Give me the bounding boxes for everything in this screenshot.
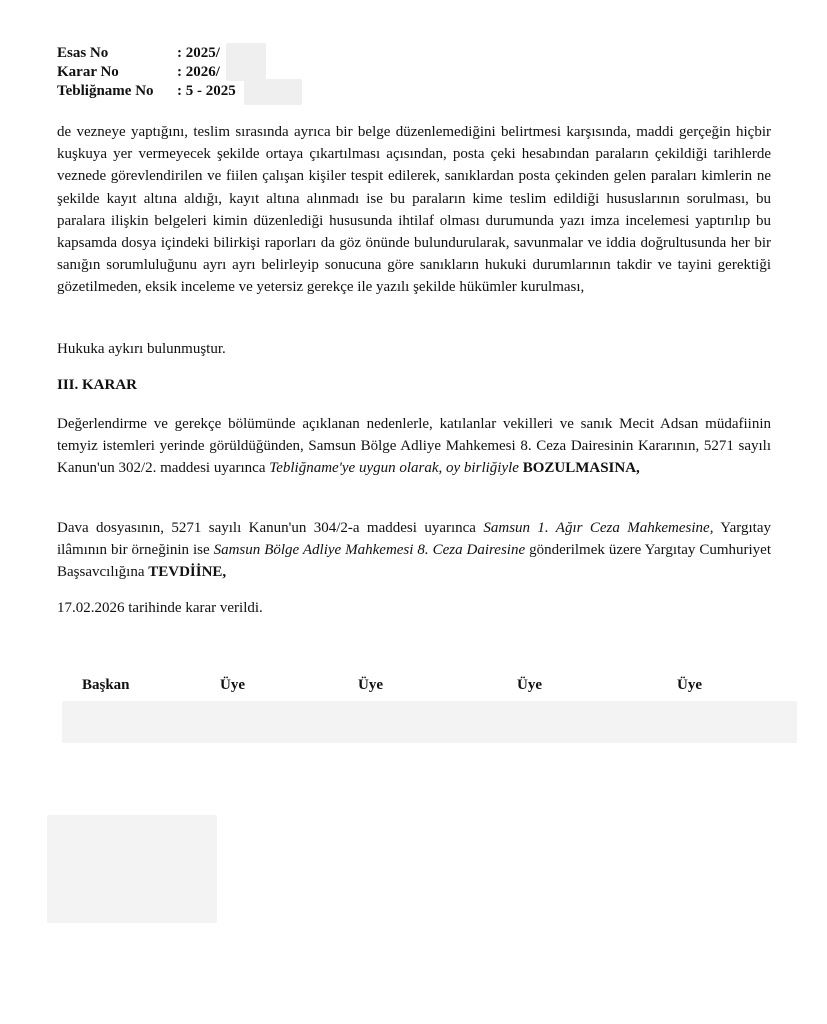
esas-no-label: Esas No: [57, 45, 109, 61]
redaction-stamp: [47, 815, 217, 923]
redaction-teblig: [244, 79, 302, 105]
decision-p1-text: Değerlendirme ve gerekçe bölümünde açıklanan nedenlerle, katılanlar vekilleri ve sanık Mecit Adsan müdafiinin temyiz istemleri yerinde görüldüğünden, Samsun Bölge Adliye Mahkemesi 8. Ceza Dairesinin Kararının, 5271 sayılı Kanun'un 302/2. maddesi uyarınca: [57, 416, 771, 477]
decision-p1-italic: Tebliğname'ye uygun olarak, oy birliğiyle: [269, 460, 519, 477]
karar-no-label: Karar No: [57, 64, 119, 80]
reasoning-paragraph: de vezneye yaptığını, teslim sırasında ayrıca bir belge düzenlemediğini belirtmesi karşısında, maddi gerçeğin hiçbir kuşkuya yer vermeyecek şekilde ortaya çıkartılması açısından, posta çeki hesabından paraların çekildiği tarihlerde veznede görevlendirilen ve fiilen çalışan kişiler tespit edilerek, sanıklardan posta çekinden gelen paraları kimlerin ne şekilde kayıt altına aldığı, kayıt altına alınmadı ise bu paraların kime teslim edildiği hususlarının sorulması, bu paralara ilişkin belgeleri kimin düzenlediği hususunda ihtilaf olması durumunda yazı imza incelemesi yaptırılıp bu kapsamda dosya içindeki bilirkişi raporları da göz önünde bulundurularak, savunmalar ve iddia doğrultusunda her bir sanığın sorumluluğunu ayrı ayrı belirleyip sonucuna göre sanıkların hukuki durumlarının takdir ve tayini gerektiği gözetilmeden, eksik inceleme ve yetersiz gerekçe ile yazılı şekilde hükümler kurulması,: [57, 124, 771, 296]
decision-paragraph-1: [57, 413, 771, 480]
tebligname-no-label: Tebliğname No: [57, 83, 154, 99]
esas-no-value: : 2025/: [177, 45, 220, 61]
redaction-signature-names: [62, 701, 797, 743]
signature-uye-4: Üye: [677, 677, 702, 693]
conclusion-line: Hukuka aykırı bulunmuştur.: [57, 341, 226, 357]
decision-p2-italic-2: Samsun Bölge Adliye Mahkemesi 8. Ceza Dairesine: [213, 542, 526, 559]
decision-p2-text-3: gönderilmek üzere Yargıtay Cumhuriyet Başsavcılığına: [57, 542, 771, 581]
decision-date-line: 17.02.2026 tarihinde karar verildi.: [57, 600, 263, 616]
signature-uye-2: Üye: [358, 677, 383, 693]
decision-p2-bold: TEVDİİNE,: [148, 564, 227, 581]
signature-baskan: Başkan: [82, 677, 130, 693]
section-heading: III. KARAR: [57, 377, 138, 393]
redaction-esas: [226, 43, 266, 81]
decision-p1-bold: BOZULMASINA,: [522, 460, 640, 477]
signature-uye-1: Üye: [220, 677, 245, 693]
decision-paragraph-2: [57, 517, 771, 584]
tebligname-no-value: : 5 - 2025: [177, 83, 236, 99]
decision-p2-text-1: Dava dosyasının, 5271 sayılı Kanun'un 304/2-a maddesi uyarınca: [57, 520, 484, 536]
karar-no-value: : 2026/: [177, 64, 220, 80]
decision-p2-italic-1: Samsun 1. Ağır Ceza Mahkemesine,: [483, 520, 714, 536]
decision-p2-text-2: Yargıtay ilâmının bir örneğinin ise: [57, 520, 772, 559]
signature-uye-3: Üye: [517, 677, 542, 693]
